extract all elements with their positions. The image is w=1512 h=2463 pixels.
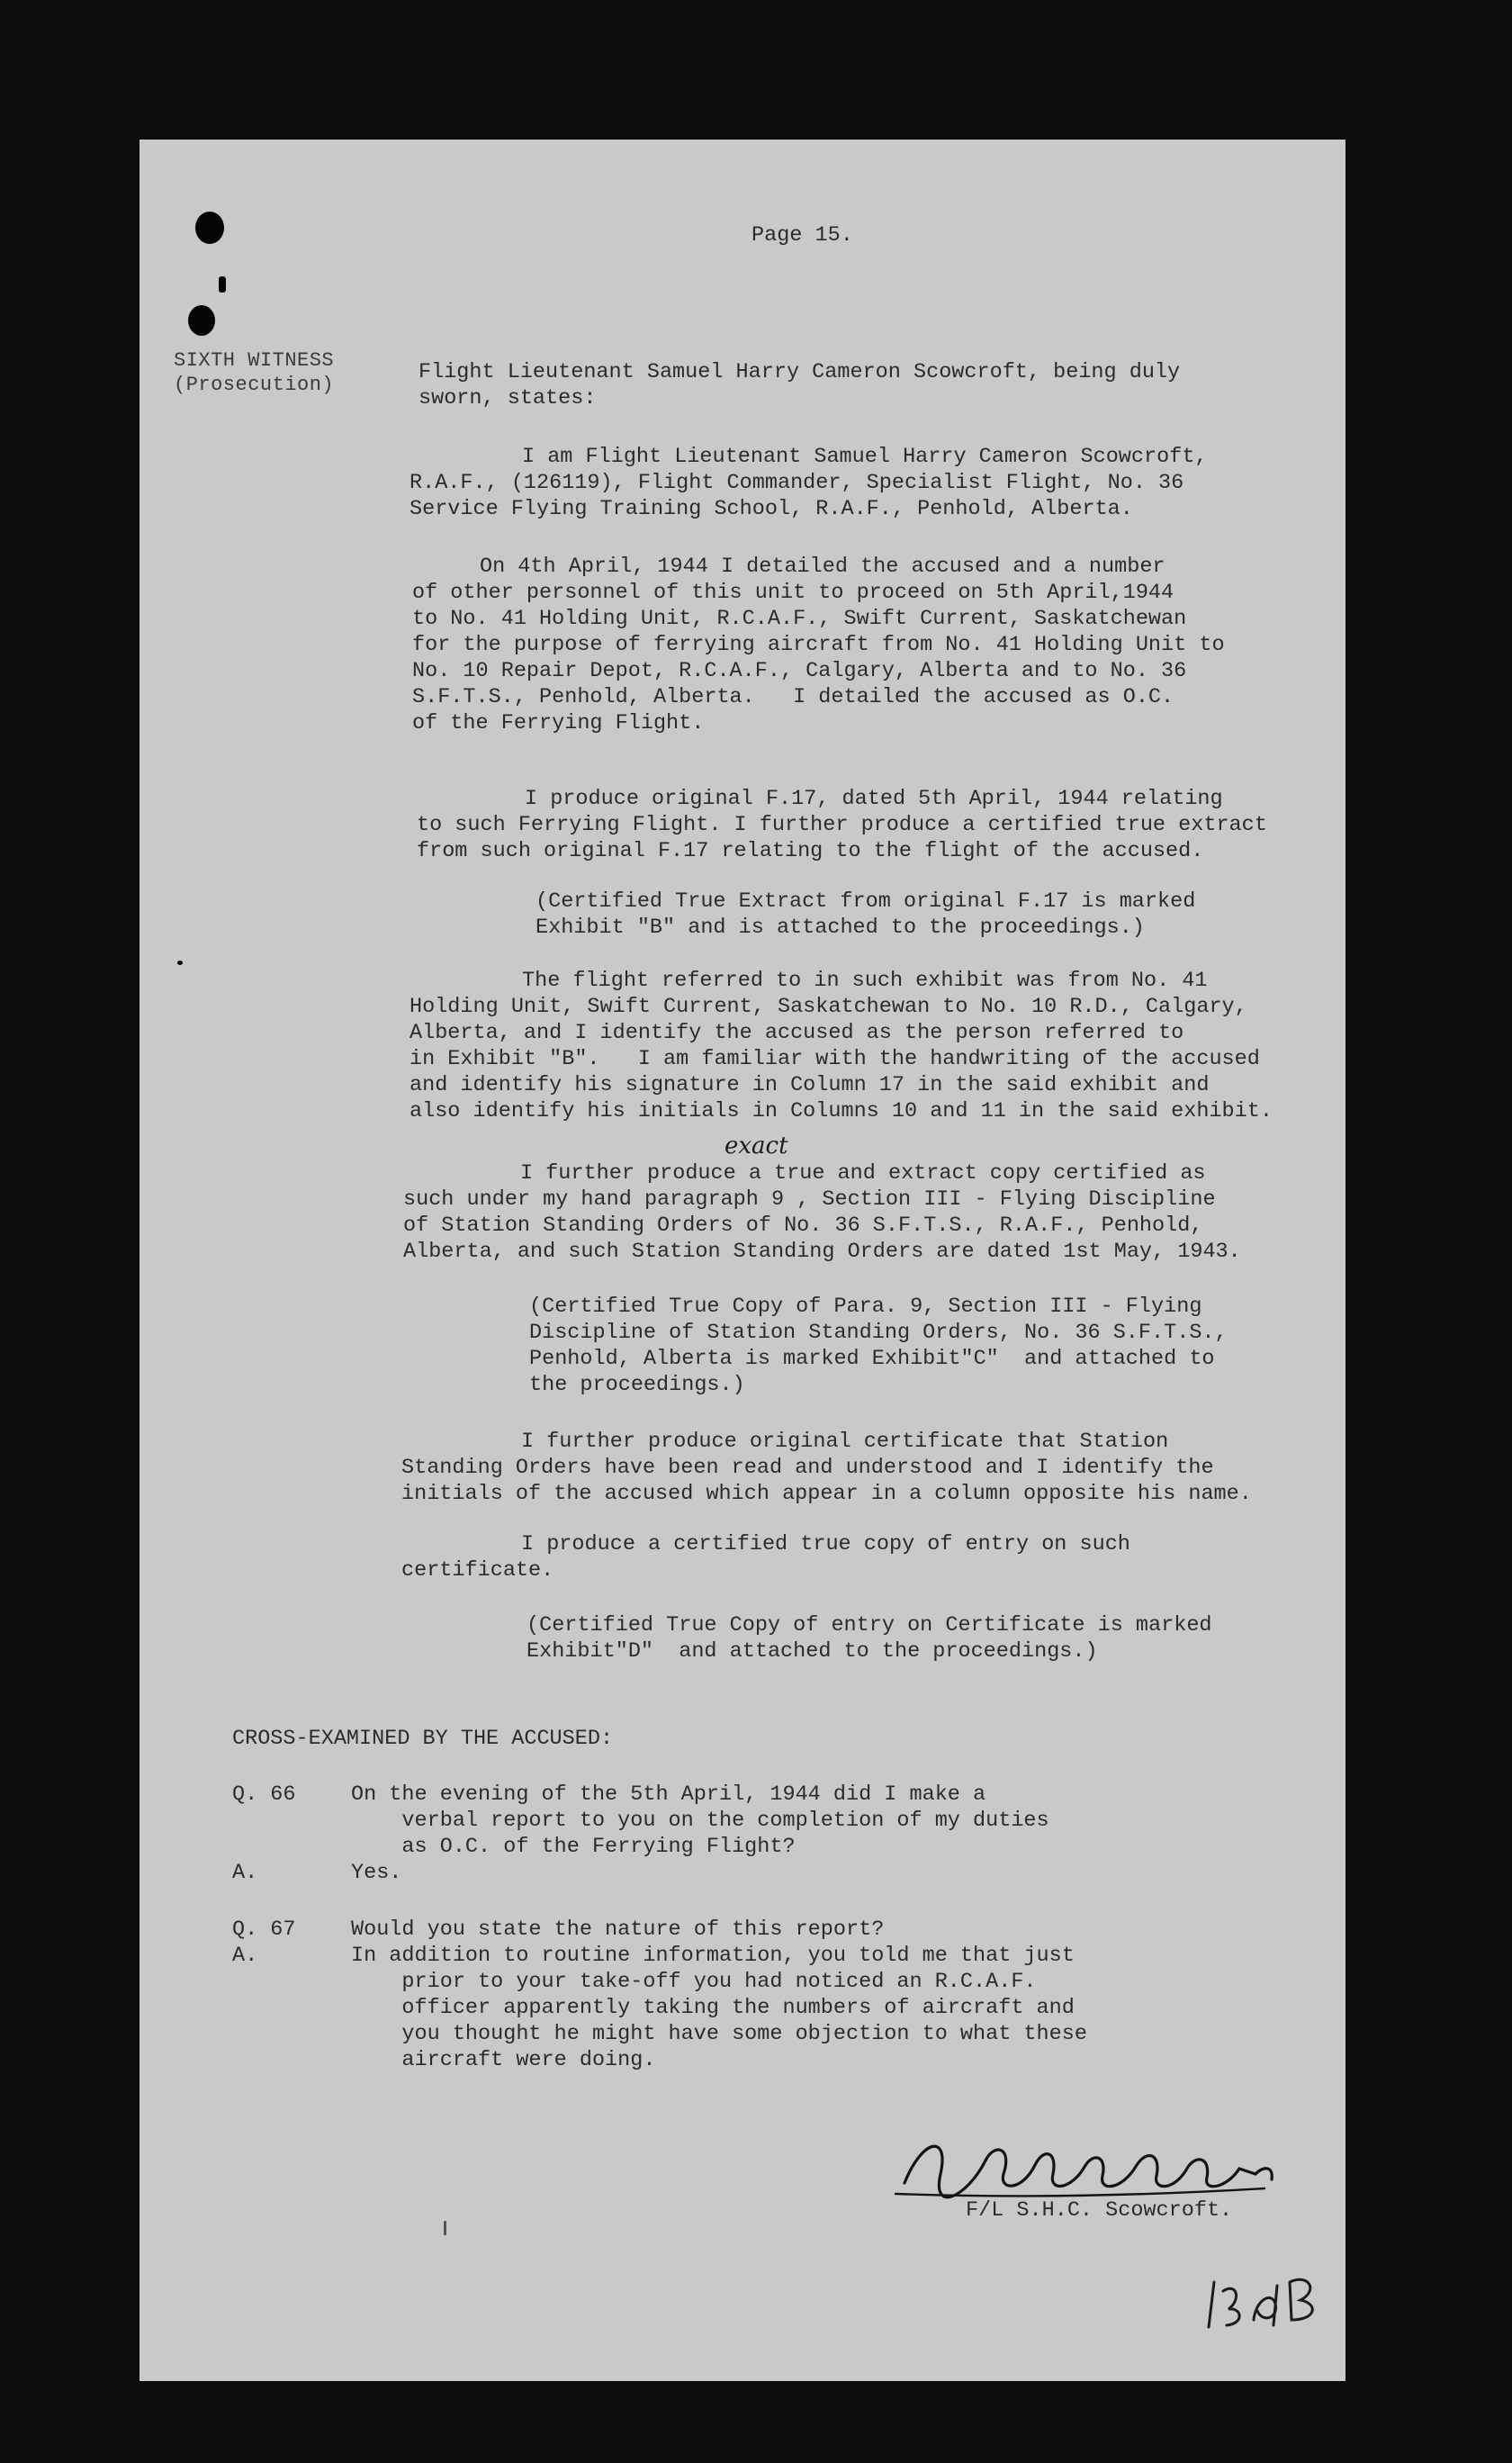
stray-mark — [177, 961, 183, 965]
typed-signature-name: F/L S.H.C. Scowcroft. — [966, 2198, 1233, 2223]
witness-margin-label — [174, 348, 334, 397]
paragraph-standing-orders — [403, 1160, 1241, 1265]
paragraph-line: of the Ferrying Flight. — [412, 711, 705, 735]
paragraph-line: (Certified True Copy of entry on Certificate is marked — [526, 1613, 1212, 1637]
paragraph-line: and identify his signature in Column 17 in the said exhibit and — [410, 1073, 1210, 1097]
paragraph-line: Alberta, and such Station Standing Orders are dated 1st May, 1943. — [403, 1240, 1241, 1264]
qa-line: aircraft were doing. — [351, 2048, 656, 2072]
witness-label-line: (Prosecution) — [174, 374, 335, 396]
qa-text — [351, 1917, 884, 1943]
ink-mark — [219, 276, 226, 293]
punch-hole-top — [195, 212, 224, 244]
paragraph-line: Exhibit "B" and is attached to the proceedings.) — [536, 916, 1145, 940]
paragraph-line: The flight referred to in such exhibit was from No. 41 — [522, 969, 1208, 993]
paragraph-certificate-copy — [401, 1531, 1130, 1583]
paragraph-line: Penhold, Alberta is marked Exhibit"C" and attached to — [529, 1347, 1215, 1371]
paragraph-line: for the purpose of ferrying aircraft from No. 41 Holding Unit to — [412, 633, 1225, 657]
paragraph-line: Holding Unit, Swift Current, Saskatchewan to No. 10 R.D., Calgary, — [410, 995, 1247, 1019]
qa-line: In addition to routine information, you told me that just — [351, 1944, 1075, 1968]
paragraph-line: from such original F.17 relating to the flight of the accused. — [417, 839, 1204, 863]
paragraph-line: such under my hand paragraph 9 , Section III - Flying Discipline — [403, 1187, 1216, 1212]
qa-label: A. — [232, 1861, 258, 1885]
witness-label-line: SIXTH WITNESS — [174, 349, 335, 372]
page-number: Page 15. — [752, 223, 853, 248]
paragraph-line: R.A.F., (126119), Flight Commander, Specialist Flight, No. 36 — [410, 471, 1184, 495]
document-page — [140, 140, 1346, 2381]
paragraph-line: the proceedings.) — [529, 1373, 745, 1397]
paragraph-line: to No. 41 Holding Unit, R.C.A.F., Swift Current, Saskatchewan — [412, 607, 1187, 631]
signature-block — [886, 2111, 1336, 2264]
paragraph-line: I produce original F.17, dated 5th April, 1944 relating — [525, 787, 1223, 811]
witness-intro — [418, 359, 1180, 411]
punch-hole-bottom — [188, 305, 215, 336]
qa-line: Yes. — [351, 1861, 402, 1885]
paragraph-line: Alberta, and I identify the accused as the person referred to — [410, 1021, 1184, 1045]
exhibit-c-note — [529, 1294, 1228, 1398]
qa-text — [351, 1860, 401, 1886]
exhibit-d-note — [526, 1612, 1212, 1665]
paragraph-line: I am Flight Lieutenant Samuel Harry Cameron Scowcroft, — [522, 445, 1208, 469]
intro-line: sworn, states: — [418, 386, 597, 410]
qa-line: verbal report to you on the completion of my duties — [351, 1809, 1049, 1833]
paragraph-line: On 4th April, 1944 I detailed the accused and a number — [480, 555, 1166, 579]
paragraph-line: also identify his initials in Columns 10 and 11 in the said exhibit. — [410, 1099, 1273, 1123]
qa-line: prior to your take-off you had noticed an R.C.A.F. — [351, 1970, 1037, 1994]
qa-line: officer apparently taking the numbers of aircraft and — [351, 1996, 1075, 2020]
handwritten-page-mark — [1202, 2264, 1336, 2345]
paragraph-f17 — [417, 786, 1267, 864]
intro-line: Flight Lieutenant Samuel Harry Cameron Scowcroft, being duly — [418, 360, 1181, 384]
paragraph-line: S.F.T.S., Penhold, Alberta. I detailed the accused as O.C. — [412, 685, 1174, 709]
paragraph-line: (Certified True Copy of Para. 9, Section III - Flying — [529, 1295, 1202, 1319]
paragraph-line: Standing Orders have been read and understood and I identify the — [401, 1456, 1214, 1480]
paragraph-line: in Exhibit "B". I am familiar with the handwriting of the accused — [410, 1047, 1260, 1071]
paragraph-line: I further produce original certificate that Station — [521, 1430, 1169, 1454]
qa-label: Q. 66 — [232, 1782, 296, 1807]
paragraph-detail-order — [412, 554, 1225, 736]
paragraph-line: to such Ferrying Flight. I further produce a certified true extract — [417, 813, 1267, 837]
paragraph-line: No. 10 Repair Depot, R.C.A.F., Calgary, Alberta and to No. 36 — [412, 659, 1187, 683]
handwritten-insert: exact — [724, 1132, 788, 1159]
paragraph-line: of other personnel of this unit to proceed on 5th April,1944 — [412, 581, 1174, 605]
paragraph-line: Discipline of Station Standing Orders, No. 36 S.F.T.S., — [529, 1321, 1228, 1345]
qa-line: Would you state the nature of this report? — [351, 1917, 885, 1942]
paragraph-flight-identification — [410, 968, 1273, 1124]
paragraph-line: certificate. — [401, 1558, 554, 1583]
paragraph-line: I produce a certified true copy of entry on such — [521, 1532, 1130, 1556]
paragraph-certificate — [401, 1429, 1252, 1507]
exhibit-b-note — [536, 889, 1195, 941]
cross-exam-heading: CROSS-EXAMINED BY THE ACCUSED: — [232, 1727, 614, 1751]
qa-label: Q. 67 — [232, 1917, 296, 1942]
qa-line: On the evening of the 5th April, 1944 did I make a — [351, 1782, 986, 1807]
qa-text — [351, 1943, 1087, 2073]
paragraph-line: (Certified True Extract from original F.17 is marked — [536, 889, 1196, 914]
qa-label: A. — [232, 1944, 258, 1968]
paragraph-line: I further produce a true and extract copy certified as — [520, 1161, 1206, 1186]
paragraph-identification — [410, 444, 1208, 522]
qa-text — [351, 1782, 1049, 1860]
qa-line: you thought he might have some objection to what these — [351, 2022, 1087, 2046]
paragraph-line: initials of the accused which appear in a column opposite his name. — [401, 1482, 1252, 1506]
qa-line: as O.C. of the Ferrying Flight? — [351, 1835, 796, 1859]
stray-mark — [444, 2221, 446, 2235]
paragraph-line: Service Flying Training School, R.A.F., Penhold, Alberta. — [410, 497, 1133, 521]
paragraph-line: Exhibit"D" and attached to the proceedings.) — [526, 1639, 1098, 1664]
paragraph-line: of Station Standing Orders of No. 36 S.F.T.S., R.A.F., Penhold, — [403, 1213, 1203, 1238]
handwritten-signature — [886, 2111, 1336, 2210]
